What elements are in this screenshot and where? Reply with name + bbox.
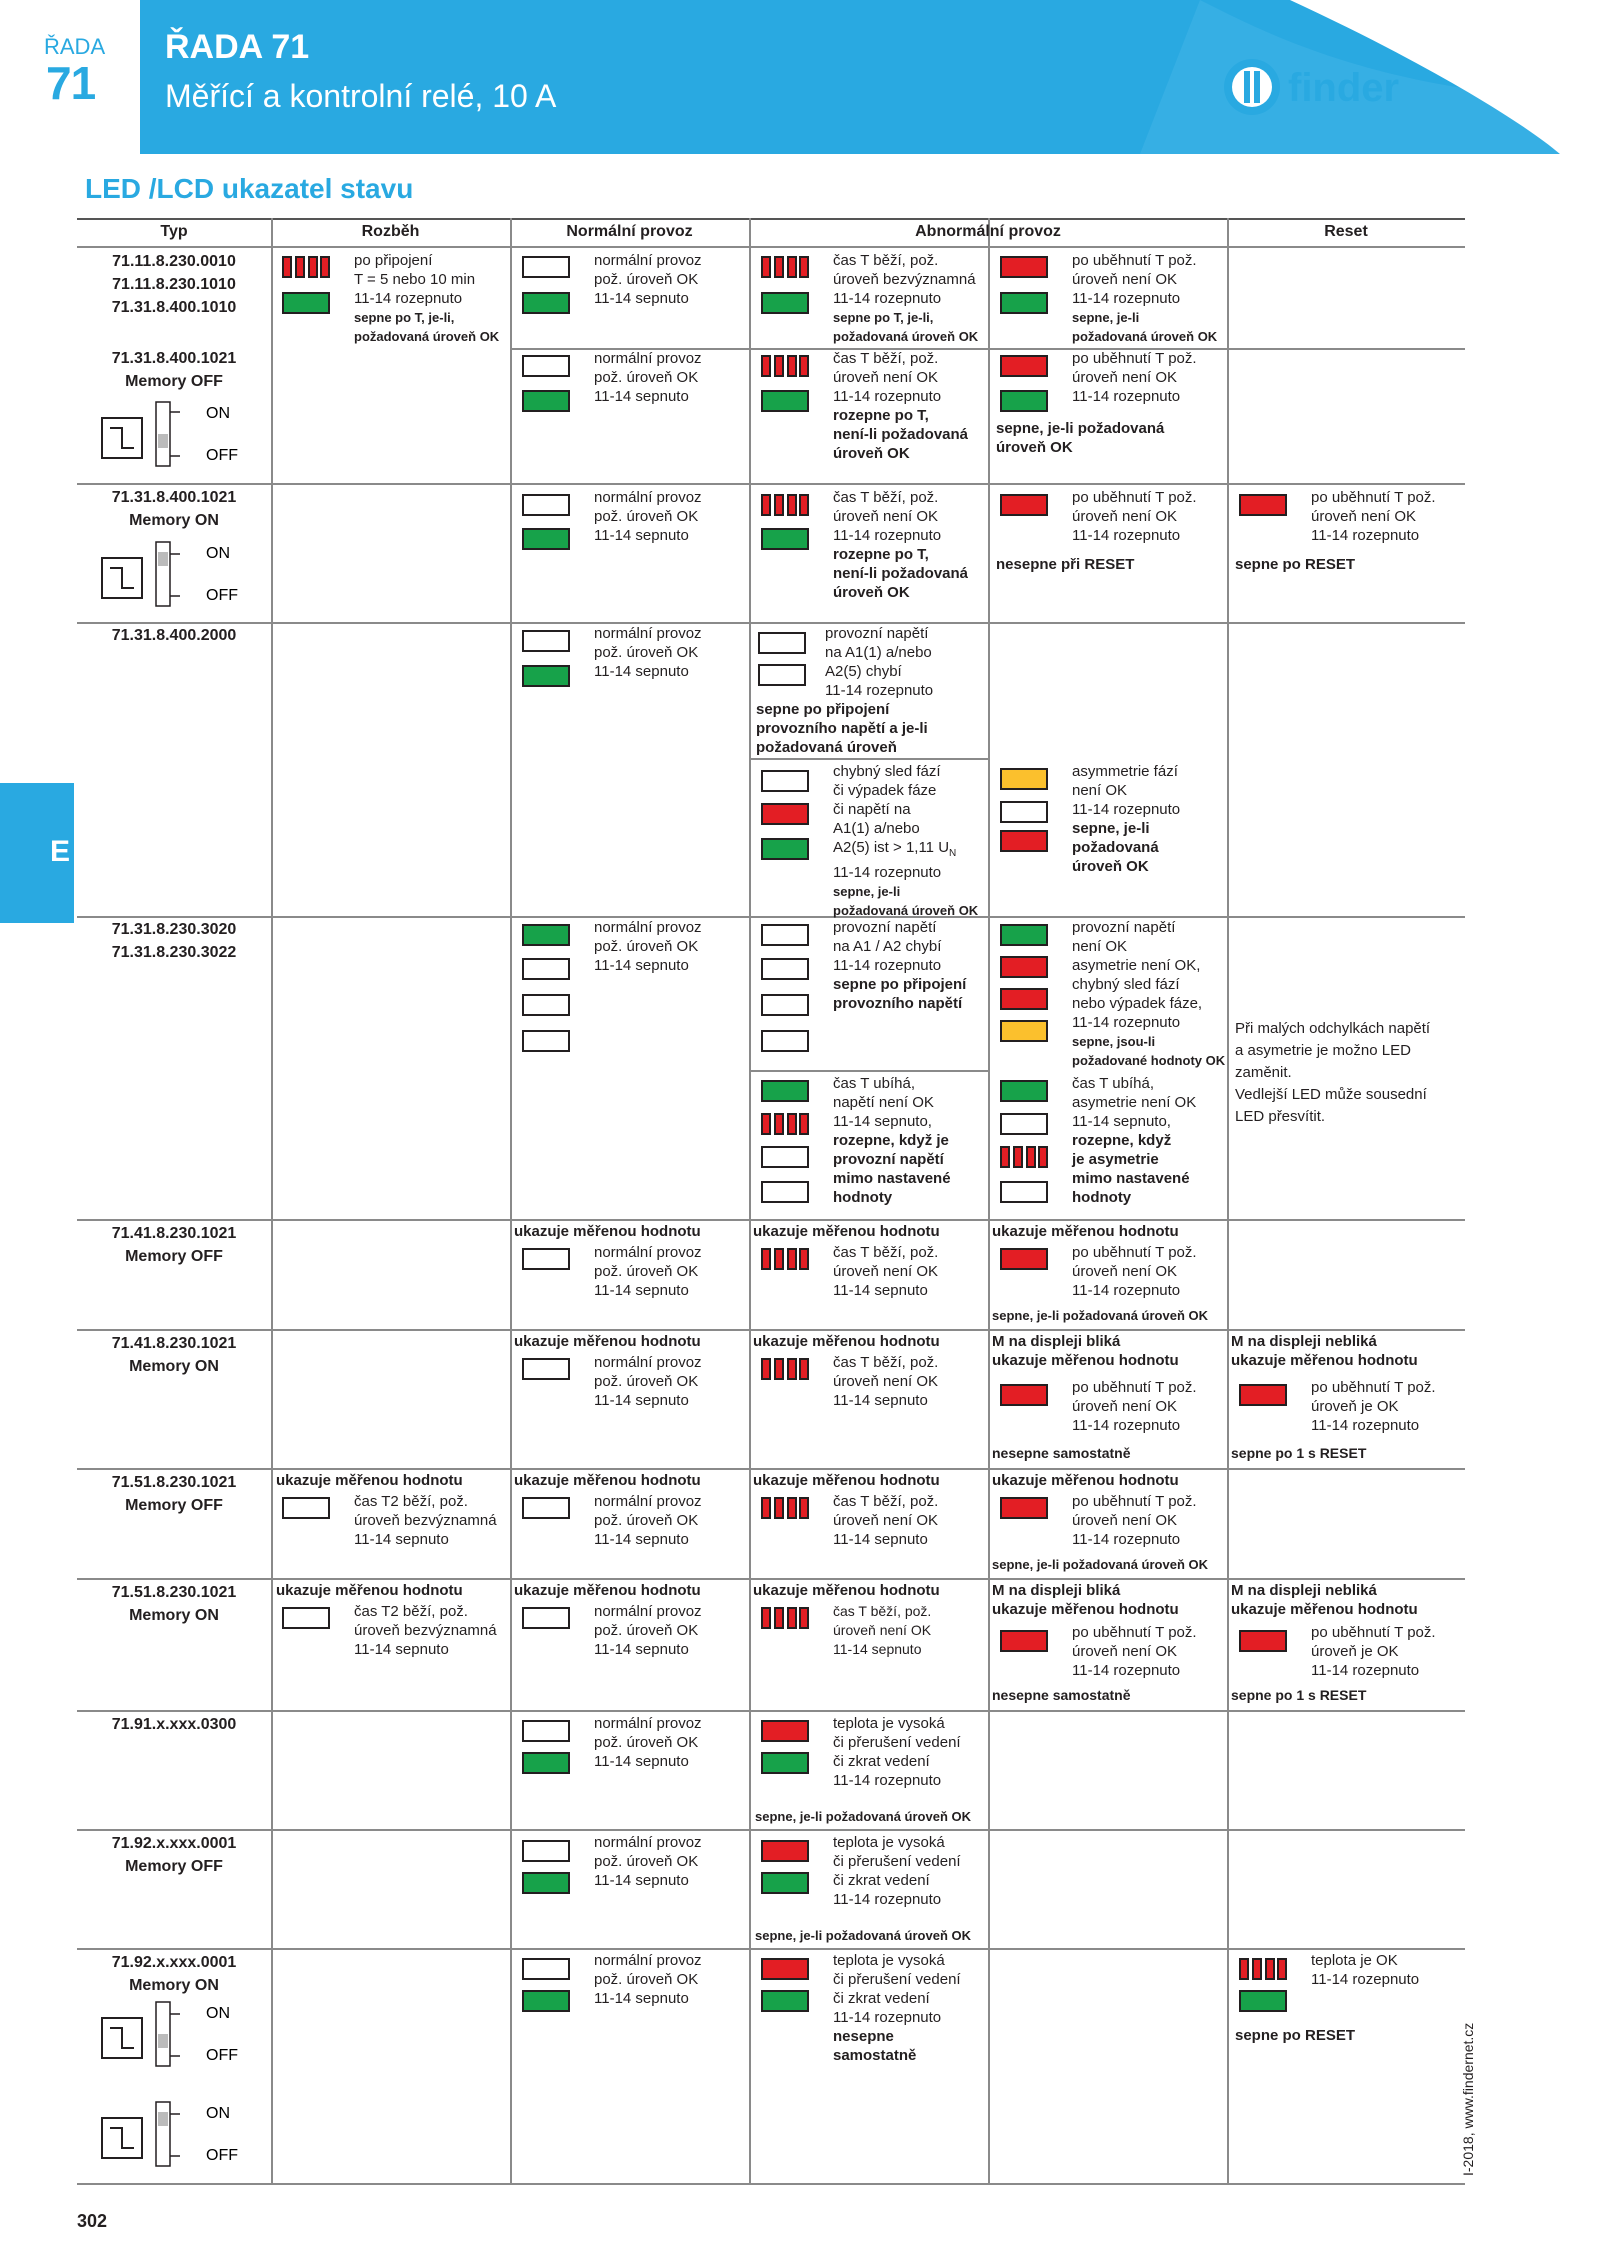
cell-text: po uběhnutí T pož. úroveň je OK 11-14 rozepnuto [1311, 1624, 1436, 1679]
led-off [522, 994, 570, 1016]
cell-text: normální provoz pož. úroveň OK 11-14 sepnuto [594, 1493, 702, 1548]
cell-text: po uběhnutí T pož. úroveň není OK 11-14 rozepnuto [1072, 350, 1197, 405]
cell-text: čas T běží, pož. úroveň není OK 11-14 sepnuto [833, 1244, 939, 1299]
led-red [761, 1958, 809, 1980]
led-off [522, 1720, 570, 1742]
row-rule [77, 1710, 1465, 1712]
lcd-display [522, 1248, 570, 1270]
led-off [761, 770, 809, 792]
cell-text: čas T běží, pož. úroveň není OK 11-14 sepnuto [833, 1354, 939, 1409]
cell-text: normální provoz pož. úroveň OK 11-14 sepnuto [594, 625, 702, 680]
svg-text:ON: ON [206, 405, 230, 422]
cell-text: normální provoz pož. úroveň OK 11-14 sepnuto [594, 1603, 702, 1658]
type-cell: 71.41.8.230.1021 Memory ON [111, 1335, 237, 1375]
led-red [761, 1720, 809, 1742]
led-red [1000, 988, 1048, 1010]
svg-text:OFF: OFF [206, 2147, 238, 2164]
svg-text:ON: ON [206, 2105, 230, 2122]
cell-text: po uběhnutí T pož. úroveň není OK 11-14 rozepnuto [1072, 1244, 1197, 1299]
cell-text: ukazuje měřenou hodnotu [753, 1472, 940, 1489]
cell-text: po uběhnutí T pož. úroveň není OK 11-14 rozepnuto [1072, 489, 1197, 544]
led-green [761, 1990, 809, 2012]
cell-text: normální provoz pož. úroveň OK 11-14 sepnuto [594, 919, 702, 974]
led-green [522, 528, 570, 550]
type-cell: 71.31.8.400.2000 [111, 627, 237, 644]
cell-text: M na displeji nebliká ukazuje měřenou hodnotu [1231, 1333, 1418, 1369]
column-header-normal: Normální provoz [566, 223, 693, 240]
header-rule [77, 246, 1465, 248]
cell-text: čas T běží, pož. úroveň není OK 11-14 rozepnuto rozepne po T, není-li požadovaná úroveň OK [833, 489, 969, 601]
svg-text:OFF: OFF [206, 2047, 238, 2064]
type-cell: 71.31.8.400.1021 Memory ON [111, 489, 237, 529]
led-red [1000, 1384, 1048, 1406]
cell-text: normální provoz pož. úroveň OK 11-14 sepnuto [594, 489, 702, 544]
led-red [1000, 956, 1048, 978]
column-header-reset: Reset [1324, 223, 1368, 240]
led-green [522, 292, 570, 314]
col-divider [510, 218, 512, 2183]
cell-text: teplota je vysoká či přerušení vedení či zkrat vedení 11-14 rozepnuto [833, 1834, 961, 1908]
page-title: ŘADA 71 [165, 28, 310, 66]
led-red-blinking [1000, 1146, 1048, 1168]
row-rule [77, 1948, 1465, 1950]
brand-text: finder [1288, 66, 1400, 110]
led-off [522, 1030, 570, 1052]
cell-text: M na displeji nebliká ukazuje měřenou hodnotu [1231, 1582, 1418, 1618]
memory-off-switch-icon [100, 2100, 250, 2170]
cell-text: sepne, je-li požadovaná úroveň OK [755, 1928, 971, 1943]
cell-text: čas T ubíhá, napětí není OK 11-14 sepnuto, rozepne, když je provozní napětí mimo nastavené hodnoty [833, 1075, 951, 1206]
col-divider [1227, 218, 1229, 2183]
lcd-display [282, 1607, 330, 1629]
cell-text: čas T běží, pož. úroveň bezvýznamná 11-14 rozepnuto sepne po T, je-li, požadovaná úroveň OK [833, 252, 979, 344]
cell-text: provozní napětí na A1(1) a/nebo A2(5) chybí 11-14 rozepnuto [825, 625, 934, 699]
column-header-abnormal: Abnormální provoz [915, 223, 1061, 240]
cell-text: nesepne samostatně [992, 1445, 1131, 1461]
led-red [1000, 494, 1048, 516]
led-red [1239, 1384, 1287, 1406]
svg-text:ON: ON [206, 545, 230, 562]
cell-text: čas T běží, pož. úroveň není OK 11-14 rozepnuto rozepne po T, není-li požadovaná úroveň OK [833, 350, 969, 462]
led-red [1000, 355, 1048, 377]
cell-text: ukazuje měřenou hodnotu [753, 1223, 940, 1240]
row-rule [749, 1070, 988, 1072]
led-red-blinking [282, 256, 330, 278]
cell-text: ukazuje měřenou hodnotu [992, 1223, 1179, 1240]
type-cell: 71.31.8.400.1021 Memory OFF [111, 350, 237, 390]
reset-note: Při malých odchylkách napětí a asymetrie je možno LED zaměnit. Vedlejší LED může sousední LED přesvítit. [1235, 1020, 1431, 1125]
type-cell: 71.41.8.230.1021 Memory OFF [111, 1225, 237, 1265]
type-cell: 71.92.x.xxx.0001 Memory ON [111, 1954, 237, 1994]
svg-text:ON: ON [206, 2005, 230, 2022]
led-off [761, 1146, 809, 1168]
led-off [761, 1030, 809, 1052]
led-red [761, 1840, 809, 1862]
led-off [522, 630, 570, 652]
row-rule [77, 1578, 1465, 1580]
lcd-display [282, 1497, 330, 1519]
led-off [522, 355, 570, 377]
led-red-blinking [761, 1113, 809, 1135]
chapter-letter: E [50, 835, 71, 868]
cell-text: sepne, je-li požadovaná úroveň OK [755, 1809, 971, 1824]
type-cell: 71.11.8.230.0010 71.11.8.230.1010 71.31.8.400.1010 [111, 253, 237, 316]
memory-on-switch-icon [100, 540, 250, 610]
cell-text: teplota je vysoká či přerušení vedení či zkrat vedení 11-14 rozepnuto nesepne samostatně [833, 1952, 961, 2064]
row-rule [77, 1219, 1465, 1221]
led-off [1000, 1113, 1048, 1135]
column-header-typ: Typ [160, 223, 188, 240]
cell-text: normální provoz pož. úroveň OK 11-14 sepnuto [594, 252, 702, 307]
led-green [522, 1872, 570, 1894]
cell-text: ukazuje měřenou hodnotu [753, 1582, 940, 1599]
cell-text: teplota je OK 11-14 rozepnuto [1311, 1952, 1420, 1988]
cell-text: M na displeji bliká ukazuje měřenou hodnotu [992, 1333, 1179, 1369]
page-subtitle: Měřící a kontrolní relé, 10 A [165, 78, 557, 114]
row-rule [77, 1329, 1465, 1331]
cell-text: normální provoz pož. úroveň OK 11-14 sepnuto [594, 1354, 702, 1409]
led-off [761, 994, 809, 1016]
led-off [761, 958, 809, 980]
cell-text: teplota je vysoká či přerušení vedení či zkrat vedení 11-14 rozepnuto [833, 1715, 961, 1789]
finder-logo-icon [1220, 55, 1460, 125]
led-red [1239, 494, 1287, 516]
edition-credit: I-2018, www.findernet.cz [1460, 2022, 1476, 2176]
led-off [758, 664, 806, 686]
cell-text: nesepne samostatně [992, 1687, 1131, 1703]
led-green [522, 924, 570, 946]
cell-text: sepne po 1 s RESET [1231, 1445, 1367, 1461]
led-off [761, 1181, 809, 1203]
page-number: 302 [77, 2211, 108, 2231]
led-off [522, 1840, 570, 1862]
led-green [761, 292, 809, 314]
cell-text: sepne, je-li požadovaná úroveň OK [992, 1557, 1208, 1572]
cell-text: po připojení T = 5 nebo 10 min 11-14 rozepnuto sepne po T, je-li, požadovaná úroveň OK [354, 252, 500, 344]
cell-text: normální provoz pož. úroveň OK 11-14 sepnuto [594, 350, 702, 405]
led-red [761, 803, 809, 825]
cell-text: provozní napětí není OK asymetrie není OK, chybný sled fází nebo výpadek fáze, 11-14 rozepnuto sepne, jsou-li požadované hodnoty OK [1072, 919, 1226, 1068]
cell-text: čas T2 běží, pož. úroveň bezvýznamná 11-14 sepnuto [354, 1493, 497, 1548]
row-rule [77, 1829, 1465, 1831]
led-red [1239, 1630, 1287, 1652]
table-top-rule [77, 218, 1465, 220]
cell-text: sepne, je-li požadovaná úroveň OK [996, 420, 1165, 456]
cell-text: ukazuje měřenou hodnotu [753, 1333, 940, 1350]
led-red [1000, 1248, 1048, 1270]
col-divider [271, 218, 273, 2183]
led-off [1000, 801, 1048, 823]
led-red-blinking [761, 1497, 809, 1519]
cell-text: sepne po 1 s RESET [1231, 1687, 1367, 1703]
series-label: ŘADA [44, 34, 106, 59]
cell-text: ukazuje měřenou hodnotu [276, 1472, 463, 1489]
cell-text: čas T běží, pož. úroveň není OK 11-14 sepnuto [833, 1493, 939, 1548]
led-yellow [1000, 1020, 1048, 1042]
led-red [1000, 256, 1048, 278]
led-off [522, 256, 570, 278]
led-red-blinking [761, 1607, 809, 1629]
led-off [522, 1958, 570, 1980]
cell-text: ukazuje měřenou hodnotu [514, 1333, 701, 1350]
cell-text: po uběhnutí T pož. úroveň je OK 11-14 rozepnuto [1311, 1379, 1436, 1434]
led-red-blinking [1239, 1958, 1287, 1980]
led-green [761, 1872, 809, 1894]
cell-text: normální provoz pož. úroveň OK 11-14 sepnuto [594, 1952, 702, 2007]
led-green [522, 665, 570, 687]
svg-text:OFF: OFF [206, 587, 238, 604]
series-number: 71 [46, 57, 96, 109]
led-green [761, 1080, 809, 1102]
memory-off-switch-icon [100, 400, 250, 470]
table-bottom-rule [77, 2183, 1465, 2185]
svg-text:OFF: OFF [206, 447, 238, 464]
cell-text: sepne, je-li požadovaná úroveň OK [992, 1308, 1208, 1323]
cell-text: normální provoz pož. úroveň OK 11-14 sepnuto [594, 1834, 702, 1889]
led-off [522, 494, 570, 516]
cell-text: čas T běží, pož. úroveň není OK 11-14 sepnuto [833, 1603, 932, 1657]
cell-text: asymmetrie fází není OK 11-14 rozepnuto sepne, je-li požadovaná úroveň OK [1072, 763, 1181, 875]
led-red-blinking [761, 256, 809, 278]
cell-text: sepne po RESET [1235, 556, 1356, 573]
column-header-rozbeh: Rozběh [361, 223, 420, 240]
cell-text: ukazuje měřenou hodnotu [514, 1582, 701, 1599]
cell-text: po uběhnutí T pož. úroveň není OK 11-14 rozepnuto [1311, 489, 1436, 544]
cell-text: normální provoz pož. úroveň OK 11-14 sepnuto [594, 1715, 702, 1770]
led-green [761, 838, 809, 860]
type-cell: 71.91.x.xxx.0300 [111, 1716, 237, 1733]
led-off [522, 958, 570, 980]
row-rule [77, 622, 1465, 624]
led-red [1000, 830, 1048, 852]
cell-text: čas T2 běží, pož. úroveň bezvýznamná 11-14 sepnuto [354, 1603, 497, 1658]
led-red-blinking [761, 1358, 809, 1380]
led-green [522, 1990, 570, 2012]
cell-text: provozní napětí na A1 / A2 chybí 11-14 rozepnuto sepne po připojení provozního napětí [833, 919, 967, 1012]
led-green [282, 292, 330, 314]
led-green [761, 390, 809, 412]
led-red [1000, 1497, 1048, 1519]
led-off [758, 632, 806, 654]
lcd-display [522, 1358, 570, 1380]
led-green [1000, 1080, 1048, 1102]
cell-text: čas T ubíhá, asymetrie není OK 11-14 sepnuto, rozepne, když je asymetrie mimo nastavené hodnoty [1072, 1075, 1197, 1206]
led-green [522, 1752, 570, 1774]
led-green [761, 1752, 809, 1774]
cell-text: po uběhnutí T pož. úroveň není OK 11-14 rozepnuto [1072, 1379, 1197, 1434]
row-rule [77, 483, 1465, 485]
cell-text: M na displeji bliká ukazuje měřenou hodnotu [992, 1582, 1179, 1618]
led-off [761, 924, 809, 946]
finder-logo [1220, 55, 1460, 130]
type-cell: 71.51.8.230.1021 Memory OFF [111, 1474, 237, 1514]
led-green [1000, 390, 1048, 412]
cell-text: ukazuje měřenou hodnotu [276, 1582, 463, 1599]
led-red-blinking [761, 1248, 809, 1270]
cell-text: chybný sled fází či výpadek fáze či napětí na A1(1) a/nebo A2(5) ist > 1,11 $U_N$ 11-14 rozepnuto sepne, je-li požadovaná úroveň OK [833, 763, 979, 918]
series-tab [0, 0, 140, 154]
col-divider [749, 218, 751, 2183]
memory-on-switch-icon [100, 2000, 250, 2070]
cell-text: normální provoz pož. úroveň OK 11-14 sepnuto [594, 1244, 702, 1299]
cell-text: sepne po RESET [1235, 2027, 1356, 2044]
cell-text: po uběhnutí T pož. úroveň není OK 11-14 rozepnuto [1072, 1624, 1197, 1679]
lcd-display [522, 1607, 570, 1629]
row-rule [77, 1468, 1465, 1470]
led-off [1000, 1181, 1048, 1203]
section-title: LED /LCD ukazatel stavu [85, 173, 414, 204]
led-green [1239, 1990, 1287, 2012]
chapter-tab [0, 783, 74, 923]
led-green [1000, 292, 1048, 314]
cell-text: po uběhnutí T pož. úroveň není OK 11-14 rozepnuto sepne, je-li požadovaná úroveň OK [1072, 252, 1218, 344]
type-cell: 71.31.8.230.3020 71.31.8.230.3022 [111, 921, 237, 961]
cell-text: ukazuje měřenou hodnotu [992, 1472, 1179, 1489]
type-cell: 71.51.8.230.1021 Memory ON [111, 1584, 237, 1624]
row-rule [77, 916, 1465, 918]
led-green [761, 528, 809, 550]
cell-text: sepne po připojení provozního napětí a je-li požadovaná úroveň [756, 701, 928, 756]
cell-text: po uběhnutí T pož. úroveň není OK 11-14 rozepnuto [1072, 1493, 1197, 1548]
type-cell: 71.92.x.xxx.0001 Memory OFF [111, 1835, 237, 1875]
led-red-blinking [761, 494, 809, 516]
row-rule [749, 758, 988, 760]
cell-text: ukazuje měřenou hodnotu [514, 1472, 701, 1489]
led-green [522, 390, 570, 412]
led-green [1000, 924, 1048, 946]
led-red-blinking [761, 355, 809, 377]
cell-text: ukazuje měřenou hodnotu [514, 1223, 701, 1240]
lcd-display [522, 1497, 570, 1519]
col-divider [988, 218, 990, 2183]
cell-text: nesepne při RESET [996, 556, 1135, 573]
led-red [1000, 1630, 1048, 1652]
led-yellow [1000, 768, 1048, 790]
